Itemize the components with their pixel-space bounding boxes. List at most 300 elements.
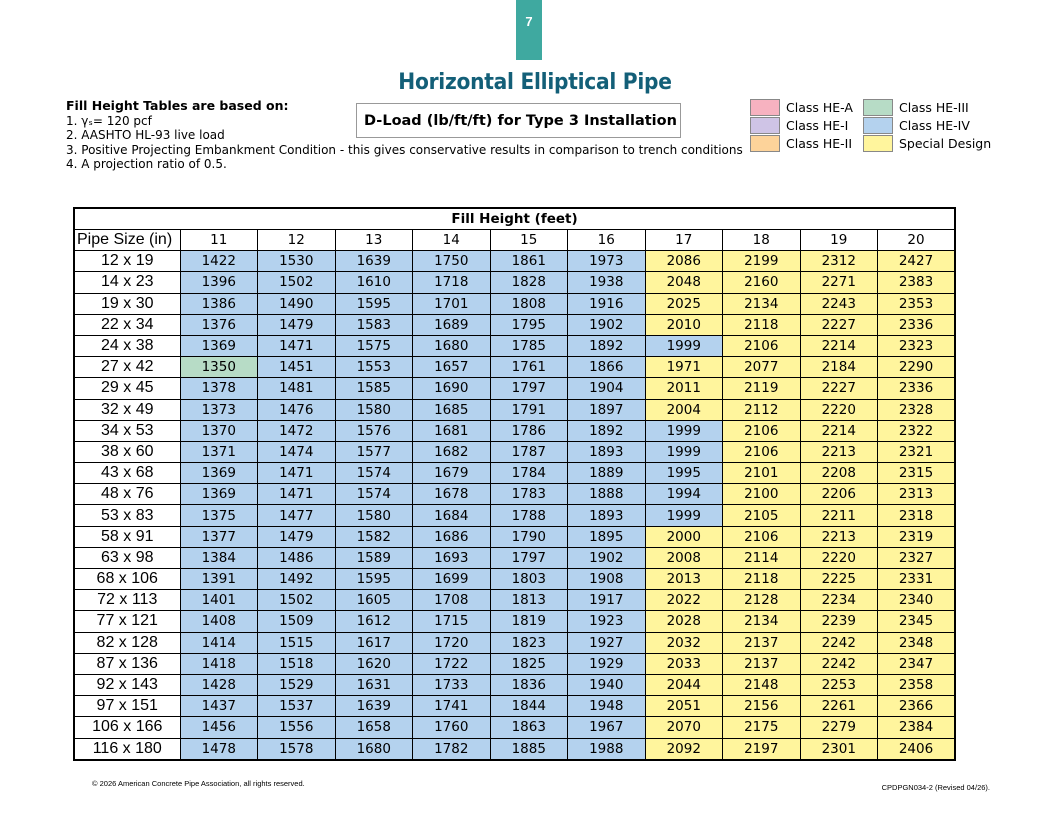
dload-cell: 1471 bbox=[258, 335, 336, 356]
dload-cell: 2051 bbox=[645, 696, 723, 717]
dload-cell: 1492 bbox=[258, 569, 336, 590]
dload-cell: 2322 bbox=[878, 420, 956, 441]
legend-label: Special Design bbox=[899, 135, 992, 151]
fill-height-header: 15 bbox=[490, 230, 568, 251]
table-row bbox=[74, 378, 955, 399]
dload-cell: 1786 bbox=[490, 420, 568, 441]
dload-cell: 1825 bbox=[490, 653, 568, 674]
dload-cell: 2290 bbox=[878, 357, 956, 378]
dload-cell: 2092 bbox=[645, 738, 723, 760]
dload-cell: 1414 bbox=[180, 632, 258, 653]
dload-cell: 1556 bbox=[258, 717, 336, 738]
dload-cell: 2323 bbox=[878, 335, 956, 356]
dload-cell: 1518 bbox=[258, 653, 336, 674]
dload-cell: 1889 bbox=[568, 463, 646, 484]
dload-cell: 2184 bbox=[800, 357, 878, 378]
dload-cell: 2312 bbox=[800, 251, 878, 272]
dload-cell: 2328 bbox=[878, 399, 956, 420]
dload-label: D-Load (lb/ft/ft) for Type 3 Installation bbox=[364, 112, 677, 129]
dload-cell: 2137 bbox=[723, 632, 801, 653]
pipe-size-cell: 82 x 128 bbox=[74, 632, 180, 653]
dload-cell: 1803 bbox=[490, 569, 568, 590]
dload-cell: 2010 bbox=[645, 314, 723, 335]
dload-cell: 1553 bbox=[335, 357, 413, 378]
dload-cell: 2044 bbox=[645, 674, 723, 695]
dload-cell: 1396 bbox=[180, 272, 258, 293]
dload-cell: 1451 bbox=[258, 357, 336, 378]
copyright-notice: © 2026 American Concrete Pipe Association, all rights reserved. bbox=[92, 779, 305, 788]
dload-cell: 1537 bbox=[258, 696, 336, 717]
pipe-size-cell: 22 x 34 bbox=[74, 314, 180, 335]
table-row bbox=[74, 484, 955, 505]
pipe-size-cell: 19 x 30 bbox=[74, 293, 180, 314]
legend-item-he-i bbox=[750, 116, 853, 134]
pipe-size-cell: 68 x 106 bbox=[74, 569, 180, 590]
fill-height-table bbox=[73, 207, 956, 761]
dload-cell: 1481 bbox=[258, 378, 336, 399]
dload-cell: 1391 bbox=[180, 569, 258, 590]
dload-cell: 1682 bbox=[413, 441, 491, 462]
dload-cell: 1948 bbox=[568, 696, 646, 717]
dload-cell: 1680 bbox=[413, 335, 491, 356]
dload-cell: 1471 bbox=[258, 463, 336, 484]
table-header-row bbox=[74, 230, 955, 251]
dload-cell: 1689 bbox=[413, 314, 491, 335]
dload-cell: 2214 bbox=[800, 420, 878, 441]
dload-cell: 2086 bbox=[645, 251, 723, 272]
dload-cell: 1895 bbox=[568, 526, 646, 547]
legend-column-right bbox=[863, 98, 991, 152]
dload-cell: 2213 bbox=[800, 526, 878, 547]
dload-cell: 1373 bbox=[180, 399, 258, 420]
dload-cell: 1574 bbox=[335, 484, 413, 505]
dload-cell: 1967 bbox=[568, 717, 646, 738]
dload-cell: 1784 bbox=[490, 463, 568, 484]
dload-cell: 2318 bbox=[878, 505, 956, 526]
dload-cell: 1369 bbox=[180, 484, 258, 505]
dload-cell: 2206 bbox=[800, 484, 878, 505]
dload-cell: 2213 bbox=[800, 441, 878, 462]
dload-cell: 2253 bbox=[800, 674, 878, 695]
dload-cell: 1576 bbox=[335, 420, 413, 441]
dload-cell: 1471 bbox=[258, 484, 336, 505]
dload-cell: 2022 bbox=[645, 590, 723, 611]
dload-cell: 1699 bbox=[413, 569, 491, 590]
dload-cell: 2347 bbox=[878, 653, 956, 674]
dload-cell: 2000 bbox=[645, 526, 723, 547]
dload-cell: 1580 bbox=[335, 505, 413, 526]
dload-cell: 1575 bbox=[335, 335, 413, 356]
pipe-size-cell: 27 x 42 bbox=[74, 357, 180, 378]
dload-label-box bbox=[356, 103, 681, 138]
legend-label: Class HE-II bbox=[786, 135, 853, 151]
dload-cell: 1578 bbox=[258, 738, 336, 760]
dload-cell: 2112 bbox=[723, 399, 801, 420]
legend-swatch bbox=[750, 99, 780, 116]
table-row bbox=[74, 441, 955, 462]
legend-item-he-iii bbox=[863, 98, 991, 116]
dload-cell: 1369 bbox=[180, 335, 258, 356]
dload-cell: 2242 bbox=[800, 653, 878, 674]
dload-cell: 2261 bbox=[800, 696, 878, 717]
dload-cell: 1999 bbox=[645, 335, 723, 356]
fill-height-header: 16 bbox=[568, 230, 646, 251]
dload-cell: 2340 bbox=[878, 590, 956, 611]
dload-cell: 2011 bbox=[645, 378, 723, 399]
table-row bbox=[74, 505, 955, 526]
document-id: CPDPGN034-2 (Revised 04/26). bbox=[881, 783, 990, 792]
dload-cell: 2156 bbox=[723, 696, 801, 717]
table-row bbox=[74, 251, 955, 272]
table-row bbox=[74, 547, 955, 568]
note-item: 1. γₛ= 120 pcf bbox=[66, 113, 152, 128]
table-row bbox=[74, 463, 955, 484]
dload-cell: 2239 bbox=[800, 611, 878, 632]
dload-cell: 1595 bbox=[335, 569, 413, 590]
page-title: Horizontal Elliptical Pipe bbox=[398, 70, 672, 95]
dload-cell: 1589 bbox=[335, 547, 413, 568]
dload-cell: 1684 bbox=[413, 505, 491, 526]
table-row bbox=[74, 696, 955, 717]
dload-cell: 1938 bbox=[568, 272, 646, 293]
dload-cell: 1708 bbox=[413, 590, 491, 611]
dload-cell: 1585 bbox=[335, 378, 413, 399]
dload-cell: 2242 bbox=[800, 632, 878, 653]
dload-cell: 1370 bbox=[180, 420, 258, 441]
dload-cell: 1927 bbox=[568, 632, 646, 653]
dload-cell: 2119 bbox=[723, 378, 801, 399]
table-row bbox=[74, 420, 955, 441]
fill-height-header: 18 bbox=[723, 230, 801, 251]
pipe-size-cell: 77 x 121 bbox=[74, 611, 180, 632]
dload-cell: 1375 bbox=[180, 505, 258, 526]
legend-column-left bbox=[750, 98, 853, 152]
dload-cell: 1844 bbox=[490, 696, 568, 717]
legend-item-he-ii bbox=[750, 134, 853, 152]
dload-cell: 2336 bbox=[878, 314, 956, 335]
dload-cell: 1861 bbox=[490, 251, 568, 272]
pipe-size-cell: 53 x 83 bbox=[74, 505, 180, 526]
dload-cell: 2048 bbox=[645, 272, 723, 293]
dload-cell: 2331 bbox=[878, 569, 956, 590]
dload-cell: 1679 bbox=[413, 463, 491, 484]
dload-cell: 1386 bbox=[180, 293, 258, 314]
dload-cell: 2336 bbox=[878, 378, 956, 399]
table-caption: Fill Height (feet) bbox=[74, 208, 955, 230]
dload-cell: 1720 bbox=[413, 632, 491, 653]
dload-cell: 1479 bbox=[258, 314, 336, 335]
pipe-size-header: Pipe Size (in) bbox=[74, 230, 180, 251]
pipe-size-cell: 72 x 113 bbox=[74, 590, 180, 611]
dload-cell: 1474 bbox=[258, 441, 336, 462]
dload-cell: 1893 bbox=[568, 441, 646, 462]
dload-cell: 2427 bbox=[878, 251, 956, 272]
legend-item-he-a bbox=[750, 98, 853, 116]
dload-cell: 1690 bbox=[413, 378, 491, 399]
dload-cell: 2358 bbox=[878, 674, 956, 695]
dload-cell: 1502 bbox=[258, 590, 336, 611]
pipe-size-cell: 63 x 98 bbox=[74, 547, 180, 568]
dload-cell: 1904 bbox=[568, 378, 646, 399]
dload-cell: 1685 bbox=[413, 399, 491, 420]
dload-cell: 1902 bbox=[568, 547, 646, 568]
dload-cell: 2004 bbox=[645, 399, 723, 420]
dload-cell: 1476 bbox=[258, 399, 336, 420]
dload-cell: 2211 bbox=[800, 505, 878, 526]
dload-cell: 2321 bbox=[878, 441, 956, 462]
dload-cell: 2134 bbox=[723, 611, 801, 632]
page-number-tab bbox=[516, 0, 542, 60]
dload-cell: 2070 bbox=[645, 717, 723, 738]
dload-cell: 2077 bbox=[723, 357, 801, 378]
dload-cell: 2220 bbox=[800, 399, 878, 420]
fill-height-header: 11 bbox=[180, 230, 258, 251]
pipe-size-cell: 14 x 23 bbox=[74, 272, 180, 293]
dload-cell: 2148 bbox=[723, 674, 801, 695]
dload-cell: 1583 bbox=[335, 314, 413, 335]
dload-cell: 2105 bbox=[723, 505, 801, 526]
dload-cell: 2227 bbox=[800, 314, 878, 335]
legend-item-special-design bbox=[863, 134, 991, 152]
table-row bbox=[74, 272, 955, 293]
dload-cell: 1681 bbox=[413, 420, 491, 441]
table-row bbox=[74, 569, 955, 590]
dload-cell: 1418 bbox=[180, 653, 258, 674]
dload-cell: 2175 bbox=[723, 717, 801, 738]
pipe-size-cell: 38 x 60 bbox=[74, 441, 180, 462]
dload-cell: 2319 bbox=[878, 526, 956, 547]
dload-cell: 2199 bbox=[723, 251, 801, 272]
dload-cell: 1658 bbox=[335, 717, 413, 738]
dload-cell: 1577 bbox=[335, 441, 413, 462]
dload-cell: 1866 bbox=[568, 357, 646, 378]
pipe-size-cell: 24 x 38 bbox=[74, 335, 180, 356]
dload-cell: 1797 bbox=[490, 547, 568, 568]
pipe-size-cell: 29 x 45 bbox=[74, 378, 180, 399]
dload-cell: 1401 bbox=[180, 590, 258, 611]
dload-cell: 2214 bbox=[800, 335, 878, 356]
table-row bbox=[74, 526, 955, 547]
dload-cell: 2106 bbox=[723, 526, 801, 547]
dload-cell: 1787 bbox=[490, 441, 568, 462]
dload-cell: 1893 bbox=[568, 505, 646, 526]
dload-cell: 2383 bbox=[878, 272, 956, 293]
dload-cell: 1885 bbox=[490, 738, 568, 760]
dload-cell: 1693 bbox=[413, 547, 491, 568]
pipe-size-cell: 92 x 143 bbox=[74, 674, 180, 695]
dload-cell: 1808 bbox=[490, 293, 568, 314]
dload-cell: 1828 bbox=[490, 272, 568, 293]
dload-cell: 1620 bbox=[335, 653, 413, 674]
dload-cell: 2227 bbox=[800, 378, 878, 399]
dload-cell: 1639 bbox=[335, 696, 413, 717]
dload-cell: 1923 bbox=[568, 611, 646, 632]
dload-cell: 2197 bbox=[723, 738, 801, 760]
dload-cell: 1605 bbox=[335, 590, 413, 611]
fill-height-header: 19 bbox=[800, 230, 878, 251]
table-row bbox=[74, 738, 955, 760]
dload-cell: 1999 bbox=[645, 505, 723, 526]
dload-cell: 2013 bbox=[645, 569, 723, 590]
pipe-size-cell: 97 x 151 bbox=[74, 696, 180, 717]
dload-cell: 1733 bbox=[413, 674, 491, 695]
dload-cell: 1999 bbox=[645, 420, 723, 441]
dload-cell: 2118 bbox=[723, 314, 801, 335]
table-row bbox=[74, 590, 955, 611]
dload-cell: 1378 bbox=[180, 378, 258, 399]
dload-cell: 1686 bbox=[413, 526, 491, 547]
dload-cell: 1376 bbox=[180, 314, 258, 335]
note-item: 3. Positive Projecting Embankment Condition - this gives conservative results in comparison to trench conditions bbox=[66, 142, 743, 157]
dload-cell: 1580 bbox=[335, 399, 413, 420]
dload-cell: 2353 bbox=[878, 293, 956, 314]
dload-cell: 1782 bbox=[413, 738, 491, 760]
table-row bbox=[74, 674, 955, 695]
dload-cell: 1486 bbox=[258, 547, 336, 568]
pipe-size-cell: 48 x 76 bbox=[74, 484, 180, 505]
dload-cell: 1917 bbox=[568, 590, 646, 611]
fill-height-header: 20 bbox=[878, 230, 956, 251]
dload-cell: 2301 bbox=[800, 738, 878, 760]
dload-cell: 1678 bbox=[413, 484, 491, 505]
dload-cell: 1940 bbox=[568, 674, 646, 695]
dload-cell: 1408 bbox=[180, 611, 258, 632]
dload-cell: 2118 bbox=[723, 569, 801, 590]
dload-cell: 1639 bbox=[335, 251, 413, 272]
dload-cell: 1750 bbox=[413, 251, 491, 272]
dload-cell: 1892 bbox=[568, 335, 646, 356]
fill-height-header: 17 bbox=[645, 230, 723, 251]
dload-cell: 2008 bbox=[645, 547, 723, 568]
dload-cell: 2313 bbox=[878, 484, 956, 505]
legend-item-he-iv bbox=[863, 116, 991, 134]
dload-cell: 1428 bbox=[180, 674, 258, 695]
dload-cell: 1797 bbox=[490, 378, 568, 399]
dload-cell: 1813 bbox=[490, 590, 568, 611]
dload-cell: 1783 bbox=[490, 484, 568, 505]
dload-cell: 1350 bbox=[180, 357, 258, 378]
page-number: 7 bbox=[525, 14, 533, 29]
fill-height-header: 12 bbox=[258, 230, 336, 251]
dload-cell: 1530 bbox=[258, 251, 336, 272]
legend-label: Class HE-I bbox=[786, 117, 849, 133]
dload-cell: 2134 bbox=[723, 293, 801, 314]
dload-cell: 2271 bbox=[800, 272, 878, 293]
dload-cell: 1760 bbox=[413, 717, 491, 738]
legend-label: Class HE-A bbox=[786, 99, 853, 115]
dload-cell: 1479 bbox=[258, 526, 336, 547]
table-body bbox=[74, 251, 955, 760]
dload-cell: 2028 bbox=[645, 611, 723, 632]
dload-cell: 1377 bbox=[180, 526, 258, 547]
dload-cell: 1718 bbox=[413, 272, 491, 293]
dload-cell: 2114 bbox=[723, 547, 801, 568]
dload-cell: 2406 bbox=[878, 738, 956, 760]
dload-cell: 1999 bbox=[645, 441, 723, 462]
dload-cell: 1819 bbox=[490, 611, 568, 632]
fill-height-header: 14 bbox=[413, 230, 491, 251]
dload-cell: 1472 bbox=[258, 420, 336, 441]
dload-cell: 2106 bbox=[723, 441, 801, 462]
dload-cell: 2279 bbox=[800, 717, 878, 738]
table-row bbox=[74, 717, 955, 738]
dload-cell: 1888 bbox=[568, 484, 646, 505]
dload-cell: 1897 bbox=[568, 399, 646, 420]
pipe-size-cell: 34 x 53 bbox=[74, 420, 180, 441]
dload-cell: 2100 bbox=[723, 484, 801, 505]
dload-cell: 1863 bbox=[490, 717, 568, 738]
dload-cell: 1657 bbox=[413, 357, 491, 378]
dload-cell: 1610 bbox=[335, 272, 413, 293]
dload-cell: 1929 bbox=[568, 653, 646, 674]
table-row bbox=[74, 314, 955, 335]
dload-cell: 1617 bbox=[335, 632, 413, 653]
dload-cell: 1595 bbox=[335, 293, 413, 314]
dload-cell: 1680 bbox=[335, 738, 413, 760]
dload-cell: 2345 bbox=[878, 611, 956, 632]
dload-cell: 1612 bbox=[335, 611, 413, 632]
dload-cell: 1369 bbox=[180, 463, 258, 484]
legend-swatch bbox=[863, 135, 893, 152]
dload-cell: 1761 bbox=[490, 357, 568, 378]
dload-cell: 1791 bbox=[490, 399, 568, 420]
dload-cell: 2025 bbox=[645, 293, 723, 314]
pipe-size-cell: 58 x 91 bbox=[74, 526, 180, 547]
dload-cell: 1478 bbox=[180, 738, 258, 760]
dload-cell: 1836 bbox=[490, 674, 568, 695]
dload-cell: 2106 bbox=[723, 335, 801, 356]
pipe-size-cell: 106 x 166 bbox=[74, 717, 180, 738]
dload-cell: 1631 bbox=[335, 674, 413, 695]
dload-cell: 2220 bbox=[800, 547, 878, 568]
pipe-size-cell: 43 x 68 bbox=[74, 463, 180, 484]
dload-cell: 1971 bbox=[645, 357, 723, 378]
dload-cell: 1988 bbox=[568, 738, 646, 760]
dload-cell: 2234 bbox=[800, 590, 878, 611]
dload-cell: 1384 bbox=[180, 547, 258, 568]
dload-cell: 1582 bbox=[335, 526, 413, 547]
dload-cell: 1477 bbox=[258, 505, 336, 526]
dload-cell: 1785 bbox=[490, 335, 568, 356]
dload-cell: 1490 bbox=[258, 293, 336, 314]
dload-cell: 1790 bbox=[490, 526, 568, 547]
table-row bbox=[74, 653, 955, 674]
dload-cell: 2101 bbox=[723, 463, 801, 484]
note-item: 2. AASHTO HL-93 live load bbox=[66, 128, 225, 142]
dload-cell: 1529 bbox=[258, 674, 336, 695]
table-row bbox=[74, 357, 955, 378]
dload-cell: 1908 bbox=[568, 569, 646, 590]
dload-cell: 1741 bbox=[413, 696, 491, 717]
dload-cell: 1902 bbox=[568, 314, 646, 335]
legend-swatch bbox=[750, 117, 780, 134]
fill-height-header: 13 bbox=[335, 230, 413, 251]
dload-cell: 2366 bbox=[878, 696, 956, 717]
dload-cell: 1722 bbox=[413, 653, 491, 674]
dload-cell: 2225 bbox=[800, 569, 878, 590]
dload-cell: 1701 bbox=[413, 293, 491, 314]
dload-cell: 2327 bbox=[878, 547, 956, 568]
dload-cell: 1371 bbox=[180, 441, 258, 462]
dload-cell: 2032 bbox=[645, 632, 723, 653]
dload-cell: 1715 bbox=[413, 611, 491, 632]
dload-cell: 1916 bbox=[568, 293, 646, 314]
pipe-size-cell: 12 x 19 bbox=[74, 251, 180, 272]
table-row bbox=[74, 335, 955, 356]
legend-swatch bbox=[750, 135, 780, 152]
dload-cell: 2137 bbox=[723, 653, 801, 674]
dload-cell: 1456 bbox=[180, 717, 258, 738]
